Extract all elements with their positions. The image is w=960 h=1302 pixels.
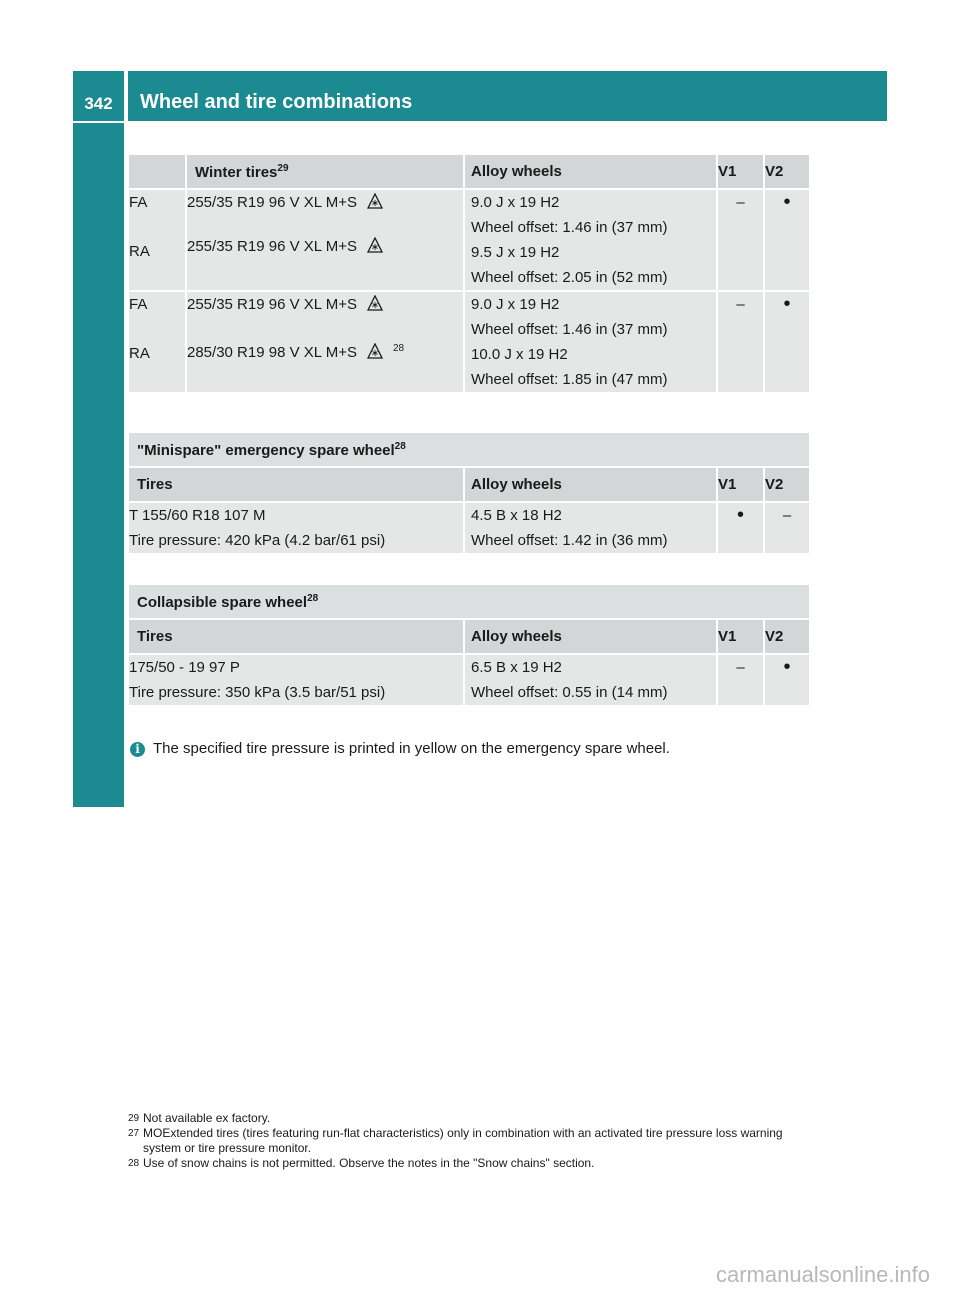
minispare-table [127, 431, 811, 555]
wheel-spec: 10.0 J x 19 H2 [471, 346, 568, 363]
wheel-spec: 9.0 J x 19 H2 [471, 296, 560, 313]
header-v2: V2 [765, 155, 809, 188]
v2-cell [765, 292, 809, 392]
v1-value: – [736, 659, 745, 676]
wheel-spec: 6.5 B x 19 H2 [471, 659, 562, 676]
tire-spec: 255/35 R19 96 V XL M+S [187, 292, 463, 317]
info-note [130, 739, 670, 759]
header-tires: Tires [129, 468, 463, 501]
table-row [129, 292, 809, 392]
v2-value: • [783, 191, 791, 213]
wheel-cell [465, 655, 716, 705]
wheel-spec: 4.5 B x 18 H2 [471, 507, 562, 524]
v1-value: • [736, 504, 744, 526]
v2-value: • [783, 293, 791, 315]
info-icon: i [130, 742, 145, 757]
collapsible-spare-table [127, 583, 811, 707]
v1-cell [718, 503, 763, 553]
winter-tires-table [127, 153, 811, 394]
axle-cell [129, 190, 185, 290]
axle-label: FA [129, 296, 148, 313]
table-header-row [129, 155, 809, 188]
table-row [129, 655, 809, 705]
header-alloy-wheels: Alloy wheels [465, 620, 716, 653]
wheel-cell [465, 503, 716, 553]
tire-spec: 285/30 R19 98 V XL M+S $^{28}$ [187, 343, 405, 361]
tire-spec: 175/50 - 19 97 P [129, 659, 240, 676]
info-note-text: The specified tire pressure is printed in yellow on the emergency spare wheel. [153, 740, 670, 757]
tire-spec: 255/35 R19 96 V XL M+S [187, 234, 463, 259]
tire-spec: 255/35 R19 96 V XL M+S [187, 190, 463, 215]
v2-value: – [782, 507, 792, 524]
watermark: carmanualsonline.info [715, 1262, 930, 1287]
axle-label: RA [129, 345, 150, 362]
header-alloy-wheels: Alloy wheels [465, 468, 716, 501]
header-v2: V2 [765, 468, 809, 501]
v1-value: – [736, 194, 745, 211]
footnote: 29 Not available ex factory. [128, 1111, 271, 1125]
snowflake-mountain-icon [367, 343, 383, 359]
side-tab-label: Wheels and tires [84, 591, 106, 750]
side-tab-block [73, 754, 124, 807]
wheel-offset: Wheel offset: 0.55 in (14 mm) [471, 684, 668, 701]
tire-spec: T 155/60 R18 107 M [129, 507, 266, 524]
tire-cell [187, 292, 463, 392]
snowflake-mountain-icon [367, 237, 383, 253]
tire-cell [129, 503, 463, 553]
v2-cell [765, 190, 809, 290]
axle-label: RA [129, 243, 150, 260]
collapsible-spare-title: Collapsible spare wheel$^{28}$ [129, 585, 809, 618]
table-title-row [129, 585, 809, 618]
axle-cell [129, 292, 185, 392]
table-header-row [129, 620, 809, 653]
header-empty [129, 155, 185, 188]
snowflake-mountain-icon [367, 193, 383, 209]
axle-label: FA [129, 194, 148, 211]
v1-cell [718, 655, 763, 705]
wheel-offset: Wheel offset: 1.46 in (37 mm) [471, 219, 668, 236]
header-tires: Tires [129, 620, 463, 653]
tire-cell [187, 190, 463, 290]
table-header-row [129, 468, 809, 501]
header-v1: V1 [718, 155, 763, 188]
table-row [129, 190, 809, 290]
footnote: 27 MOExtended tires (tires featuring run-flat characteristics) only in combination with an activated tire pressure loss warning system or tire pressure monitor. [128, 1126, 783, 1155]
header-alloy-wheels: Alloy wheels [465, 155, 716, 188]
v1-cell [718, 190, 763, 290]
v1-value: – [736, 296, 745, 313]
footnotes [128, 1111, 818, 1171]
table-row [129, 503, 809, 553]
header-winter-tires: Winter tires$^{29}$ [187, 155, 463, 188]
header-v1: V1 [718, 468, 763, 501]
page-title: Wheel and tire combinations [128, 71, 887, 121]
v1-cell [718, 292, 763, 392]
footnote: 28 Use of snow chains is not permitted. Observe the notes in the "Snow chains" section. [128, 1156, 595, 1170]
page-number: 342 [73, 71, 124, 121]
tire-pressure: Tire pressure: 420 kPa (4.2 bar/61 psi) [129, 532, 386, 549]
snowflake-mountain-icon [367, 295, 383, 311]
v2-cell [765, 655, 809, 705]
minispare-title: "Minispare" emergency spare wheel$^{28}$ [129, 433, 809, 466]
wheel-offset: Wheel offset: 1.42 in (36 mm) [471, 532, 668, 549]
header-v2: V2 [765, 620, 809, 653]
wheel-cell [465, 190, 716, 290]
wheel-offset: Wheel offset: 2.05 in (52 mm) [471, 269, 668, 286]
v2-cell [765, 503, 809, 553]
wheel-spec: 9.5 J x 19 H2 [471, 244, 560, 261]
v2-value: • [783, 656, 791, 678]
table-title-row [129, 433, 809, 466]
footnote-ref: 28 [392, 343, 405, 354]
wheel-spec: 9.0 J x 19 H2 [471, 194, 560, 211]
wheel-cell [465, 292, 716, 392]
header-v1: V1 [718, 620, 763, 653]
tire-cell [129, 655, 463, 705]
tire-pressure: Tire pressure: 350 kPa (3.5 bar/51 psi) [129, 684, 386, 701]
wheel-offset: Wheel offset: 1.46 in (37 mm) [471, 321, 668, 338]
wheel-offset: Wheel offset: 1.85 in (47 mm) [471, 371, 668, 388]
